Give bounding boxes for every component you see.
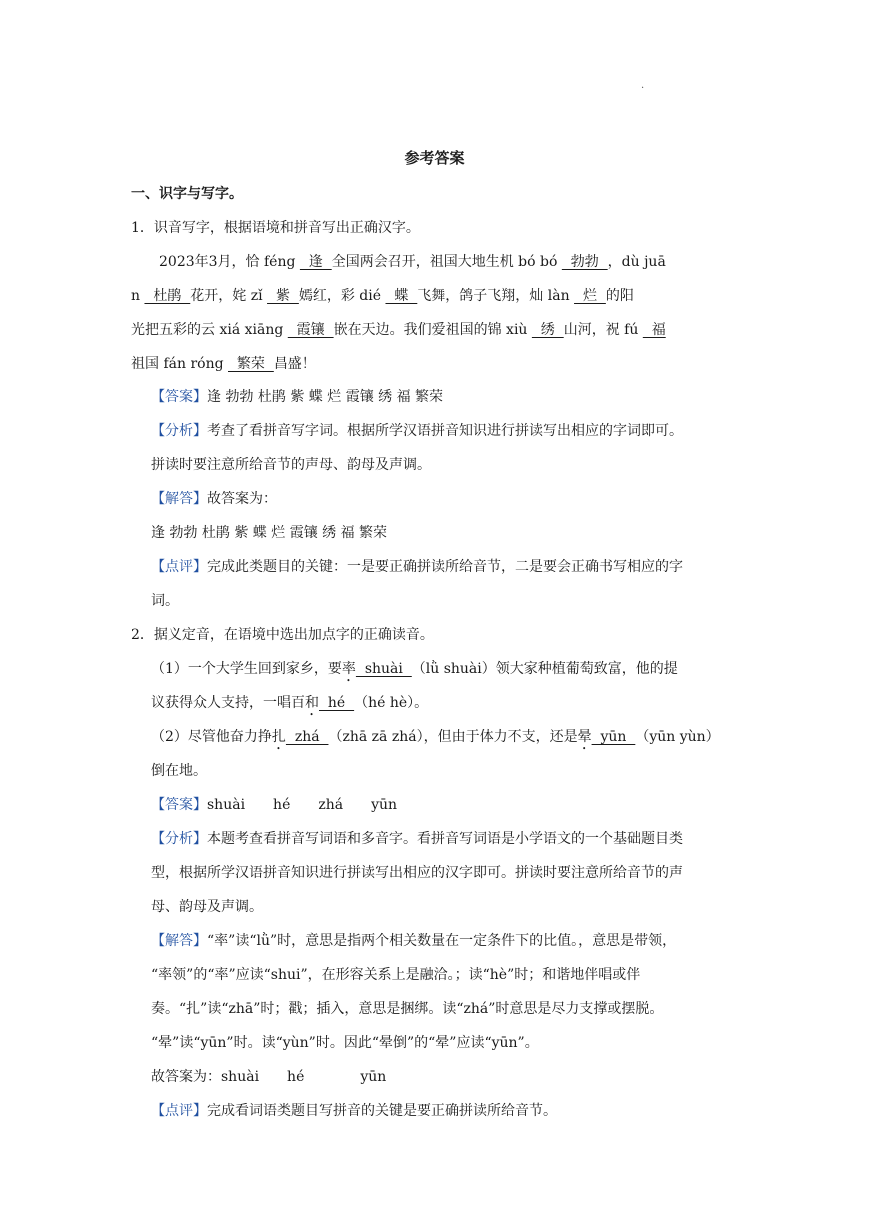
q2-answer: 【答案】shuài hé zhá yūn [151,797,398,813]
q1-blank-3: 杜鹃 [144,288,191,304]
analysis-tag: 【分析】 [151,831,207,847]
solution-tag: 【解答】 [151,491,207,507]
q1-blank-8: 绣 [531,322,564,338]
q1-line-1: 2023年3月，恰 féng 逢 全国两会召开，祖国大地生机 bó bó 勃勃 ，dù juā [159,254,666,270]
comment-tag: 【点评】 [151,1103,207,1119]
q1-line-2: n 杜鹃 花开，姹 zǐ 紫 嫣红，彩 dié 蝶 飞舞，鸽子飞翔，灿 làn 烂 的阳 [131,288,634,304]
q2-line-3: （2）尽管他奋力挣扎 zhá （zhā zā zhá），但由于体力不支，还是晕 yūn （yūn yùn） [151,729,720,745]
dotted-char: 晕 [577,729,592,745]
section-heading [131,177,737,211]
q1-prompt: 1．识音写字，根据语境和拼音写出正确汉字。 [131,220,420,236]
analysis-tag: 【分析】 [151,423,207,439]
q1-analysis: 【分析】考查了看拼音写字词。根据所学汉语拼音知识进行拼读写出相应的字词即可。 拼读时要注意所给音节的声母、韵母及声调。 [151,423,683,473]
q2-line-4: 倒在地。 [151,763,207,779]
q2-line-1: （1）一个大学生回到家乡，要率 shuài （lǜ shuài）领大家种植葡萄致富，他的提 [151,661,678,677]
q2-body [131,652,737,788]
q1-blank-1: 逢 [299,254,332,270]
dotted-char: 率 [341,661,356,677]
q2-blank-3: zhá [285,729,329,745]
header-mark: . [641,80,645,91]
answer-tag: 【答案】 [151,389,207,405]
q1-blank-4: 紫 [267,288,299,304]
q2-prompt: 2．据义定音，在语境中选出加点字的正确读音。 [131,627,434,643]
page-title: 参考答案 [404,149,465,167]
q2-blank-2: hé [319,695,355,711]
solution-tag: 【解答】 [151,933,207,949]
q2-solution: 【解答】“率”读“lǜ”时，意思是指两个相关数量在一定条件下的比值。，意思是带领， “率领”的“率”应读“shui”，在形容关系上是融洽。；读“hè”时；和谐地伴唱或伴 奏。“扎”读“zhā”时；戳；插入，意思是捆绑。读“zhá”时意思是尽力支撑或摆脱。 “晕”读“yūn”时。读“yùn”时。因此“晕倒”的“晕”应读“yūn”。 故答案为：shuài hé yūn [151,933,677,1085]
q1-blank-9: 福 [642,322,666,338]
section-1-title: 一、识字与写字。 [131,186,243,202]
q1-answer: 【答案】逢 勃勃 杜鹃 紫 蝶 烂 霞镶 绣 福 繁荣 [151,389,444,405]
q2-analysis: 【分析】本题考查看拼音写词语和多音字。看拼音写词语是小学语文的一个基础题目类 型，根据所学汉语拼音知识进行拼读写出相应的汉字即可。拼读时要注意所给音节的声 母、韵母及声调。 [151,831,683,915]
q1-passage [131,245,737,381]
comment-tag: 【点评】 [151,559,207,575]
q2-line-2: 议获得众人支持，一唱百和 hé （hé hè）。 [151,695,429,711]
q1-line-4: 祖国 fán róng 繁荣 昌盛！ [131,356,316,372]
answer-tag: 【答案】 [151,797,207,813]
q1-line-3: 光把五彩的云 xiá xiāng 霞镶 嵌在天边。我们爱祖国的锦 xiù 绣 山河，祝 fú 福 [131,322,666,338]
q1-blank-7: 霞镶 [287,322,334,338]
dotted-char: 和 [305,695,319,711]
q1-comment: 【点评】完成此类题目的关键：一是要正确拼读所给音节，二是要会正确书写相应的字 词。 [151,559,683,609]
dotted-char: 扎 [271,729,286,745]
q1-blank-10: 繁荣 [228,356,274,372]
q1-blank-5: 蝶 [385,288,418,304]
q2-comment: 【点评】完成看词语类题目写拼音的关键是要正确拼读所给音节。 [151,1103,557,1119]
q1-blank-6: 烂 [574,288,606,304]
q1-solution: 【解答】故答案为： 逢 勃勃 杜鹃 紫 蝶 烂 霞镶 绣 福 繁荣 [151,491,388,541]
q2-blank-1: shuài [355,661,412,677]
q1-blank-2: 勃勃 [561,254,608,270]
q2-blank-4: yūn [591,729,636,745]
